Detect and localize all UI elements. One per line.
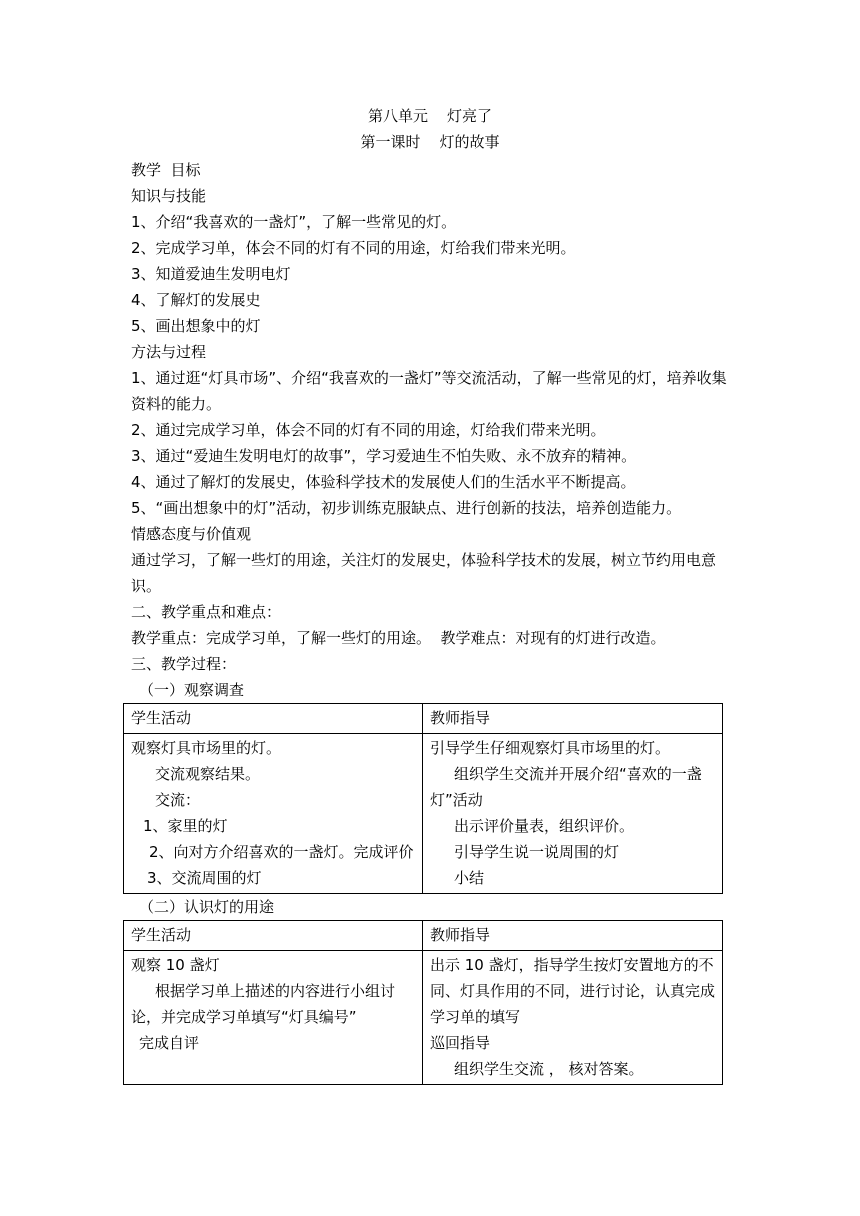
student-line: 完成自评: [139, 1034, 200, 1052]
table-header-row: [124, 921, 723, 951]
student-line: 根据学习单上描述的内容进行小组讨论，并完成学习单填写“灯具编号”: [131, 982, 396, 1026]
col-student-header: 学生活动: [124, 704, 423, 734]
student-line: 3、交流周围的灯: [147, 869, 262, 887]
method-heading: 方法与过程: [131, 343, 207, 361]
teacher-guidance-cell: [423, 951, 723, 1085]
col-student-header: 学生活动: [124, 921, 423, 951]
student-activity-cell: [124, 734, 423, 894]
goals-heading: 教学 目标: [131, 161, 201, 179]
method-item: 3、通过“爱迪生发明电灯的故事”，学习爱迪生不怕失败、永不放弃的精神。: [131, 447, 637, 465]
teacher-line: 出示评价量表，组织评价。: [454, 817, 635, 835]
teacher-line: 引导学生仔细观察灯具市场里的灯。: [430, 739, 671, 757]
key-points-heading: 二、教学重点和难点：: [131, 603, 282, 621]
teacher-line: 小结: [454, 869, 485, 887]
section1-table: [123, 703, 723, 894]
student-line: 1、家里的灯: [143, 817, 228, 835]
section2-heading: （二）认识灯的用途: [139, 898, 275, 916]
student-line: 2、向对方介绍喜欢的一盏灯。完成评价: [149, 843, 414, 861]
method-item: 4、通过了解灯的发展史，体验科学技术的发展使人们的生活水平不断提高。: [131, 473, 636, 491]
method-item: 1、通过逛“灯具市场”、介绍“我喜欢的一盏灯”等交流活动，了解一些常见的灯，培养收集资料的能力。: [131, 369, 727, 413]
teacher-line: 引导学生说一说周围的灯: [454, 843, 620, 861]
col-teacher-header: 教师指导: [423, 921, 723, 951]
student-activity-cell: [124, 951, 423, 1085]
teacher-line: 组织学生交流 ， 核对答案。: [454, 1060, 644, 1078]
section2-table: [123, 920, 723, 1085]
knowledge-item: 5、画出想象中的灯: [131, 317, 261, 335]
section1-heading: （一）观察调查: [139, 681, 245, 699]
emotion-heading: 情感态度与价值观: [131, 525, 252, 543]
table-header-row: [124, 704, 723, 734]
knowledge-heading: 知识与技能: [131, 187, 207, 205]
student-line: 交流：: [155, 791, 201, 809]
emotion-text: 通过学习，了解一些灯的用途，关注灯的发展史，体验科学技术的发展，树立节约用电意识。: [131, 551, 717, 595]
method-item: 2、通过完成学习单，体会不同的灯有不同的用途，灯给我们带来光明。: [131, 421, 606, 439]
table-row: [124, 951, 723, 1085]
document-body: [131, 157, 731, 1085]
method-item: 5、“画出想象中的灯”活动，初步训练克服缺点、进行创新的技法，培养创造能力。: [131, 499, 682, 517]
student-line: 观察 10 盏灯: [131, 956, 220, 974]
unit-title: 第八单元 灯亮了: [367, 107, 493, 125]
teacher-line: 巡回指导: [430, 1034, 491, 1052]
key-points-text: 教学重点：完成学习单，了解一些灯的用途。 教学难点：对现有的灯进行改造。: [131, 629, 666, 647]
knowledge-item: 1、介绍“我喜欢的一盏灯”，了解一些常见的灯。: [131, 213, 457, 231]
knowledge-item: 2、完成学习单，体会不同的灯有不同的用途，灯给我们带来光明。: [131, 239, 576, 257]
table-row: [124, 734, 723, 894]
knowledge-item: 3、知道爱迪生发明电灯: [131, 265, 291, 283]
process-heading: 三、教学过程：: [131, 655, 237, 673]
col-teacher-header: 教师指导: [423, 704, 723, 734]
student-line: 观察灯具市场里的灯。: [131, 739, 282, 757]
knowledge-item: 4、了解灯的发展史: [131, 291, 261, 309]
teacher-guidance-cell: [423, 734, 723, 894]
teacher-line: 组织学生交流并开展介绍“喜欢的一盏灯”活动: [430, 765, 702, 809]
teacher-line: 出示 10 盏灯，指导学生按灯安置地方的不同、灯具作用的不同，进行讨论，认真完成学习单的填写: [430, 956, 716, 1026]
lesson-title: 第一课时 灯的故事: [360, 133, 500, 151]
student-line: 交流观察结果。: [155, 765, 261, 783]
